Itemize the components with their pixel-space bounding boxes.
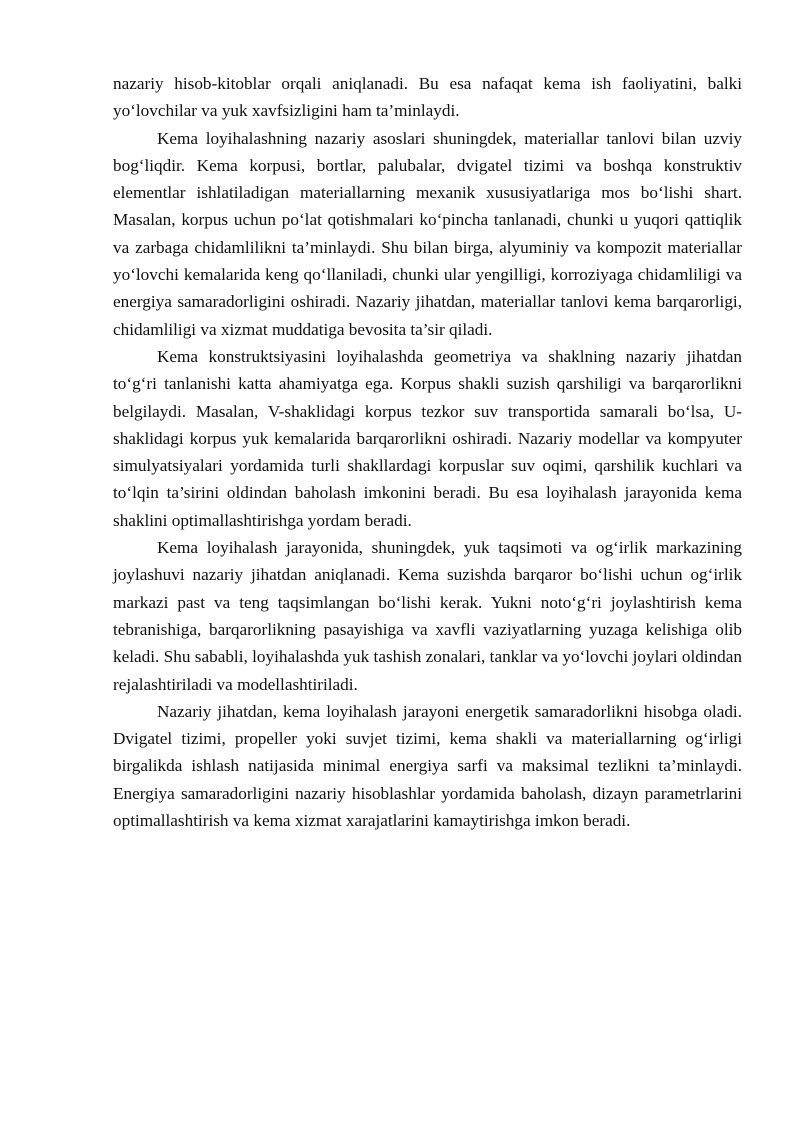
paragraph-materials: Kema loyihalashning nazariy asoslari shuningdek, materiallar tanlovi bilan uzviy bog‘liqdir. Kema korpusi, bortlar, palubalar, dvigatel tizimi va boshqa konstruktiv elementlar ishlatiladigan materiallarning mexanik xususiyatlariga mos bo‘lishi shart. Masalan, korpus uchun po‘lat qotishmalari ko‘pincha tanlanadi, chunki u yuqori qattiqlik va zarbaga chidamlilikni ta’minlaydi. Shu bilan birga, alyuminiy va kompozit materiallar yo‘lovchi kemalarida keng qo‘llaniladi, chunki ular yengilligi, korroziyaga chidamliligi va energiya samaradorligini oshiradi. Nazariy jihatdan, materiallar tanlovi kema barqarorligi, chidamliligi va xizmat muddatiga bevosita ta’sir qiladi. <box>113 128 742 339</box>
paragraph-geometry: Kema konstruktsiyasini loyihalashda geometriya va shaklning nazariy jihatdan to‘g‘ri tanlanishi katta ahamiyatga ega. Korpus shakli suzish qarshiligi va barqarorlikni belgilaydi. Masalan, V-shaklidagi korpus tezkor suv transportida samarali bo‘lsa, U-shaklidagi korpus yuk kemalarida barqarorlikni oshiradi. Nazariy modellar va kompyuter simulyatsiyalari yordamida turli shakllardagi korpuslar suv oqimi, qarshilik kuchlari va to‘lqin ta’sirini oldindan baholash imkonini beradi. Bu esa loyihalash jarayonida kema shaklini optimallashtirishga yordam beradi. <box>113 346 742 530</box>
document-page <box>113 70 742 834</box>
paragraph-continuation: nazariy hisob-kitoblar orqali aniqlanadi. Bu esa nafaqat kema ish faoliyatini, balki yo‘lovchilar va yuk xavfsizligini ham ta’minlaydi. <box>113 74 742 121</box>
paragraph-energy-efficiency: Nazariy jihatdan, kema loyihalash jarayoni energetik samaradorlikni hisobga oladi. Dvigatel tizimi, propeller yoki suvjet tizimi, kema shakli va materiallarning og‘irligi birgalikda ishlash natijasida minimal energiya sarfi va maksimal tezlikni ta’minlaydi. Energiya samaradorligini nazariy hisoblashlar yordamida baholash, dizayn parametrlarini optimallashtirish va kema xizmat xarajatlarini kamaytirishga imkon beradi. <box>113 701 742 831</box>
paragraph-load-distribution: Kema loyihalash jarayonida, shuningdek, yuk taqsimoti va og‘irlik markazining joylashuvi nazariy jihatdan aniqlanadi. Kema suzishda barqaror bo‘lishi uchun og‘irlik markazi past va teng taqsimlangan bo‘lishi kerak. Yukni noto‘g‘ri joylashtirish kema tebranishiga, barqarorlikning pasayishiga va xavfli vaziyatlarning yuzaga kelishiga olib keladi. Shu sababli, loyihalashda yuk tashish zonalari, tanklar va yo‘lovchi joylari oldindan rejalashtiriladi va modellashtiriladi. <box>113 538 742 694</box>
